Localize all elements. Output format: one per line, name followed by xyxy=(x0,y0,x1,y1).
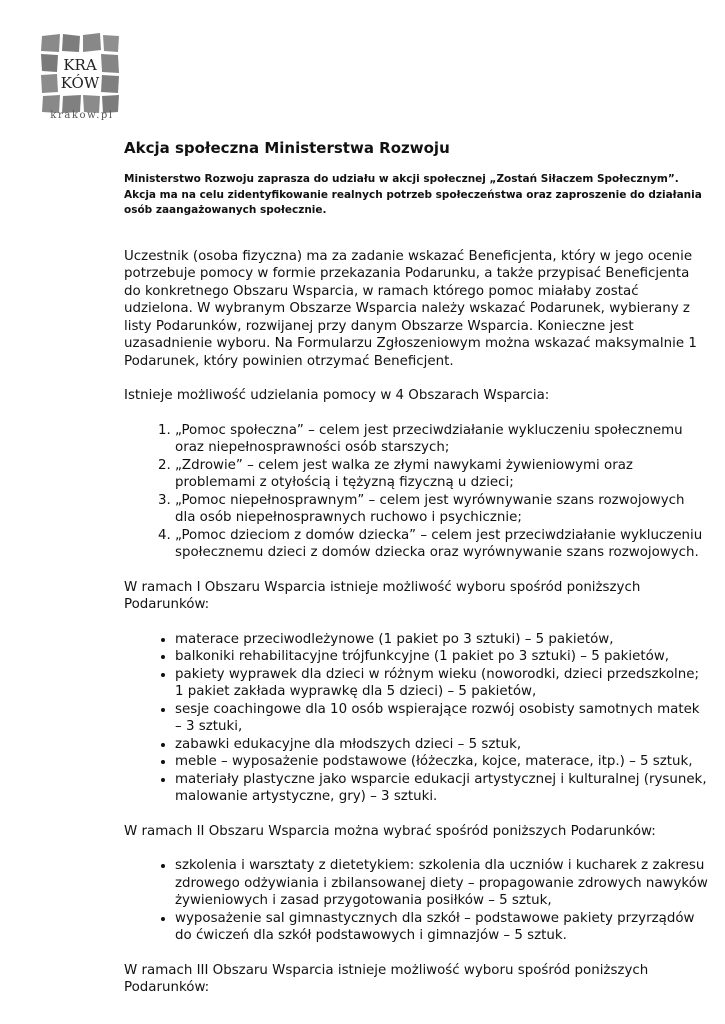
paragraph-area-2-gifts: W ramach II Obszaru Wsparcia można wybrać spośród poniższych Podarunków: xyxy=(124,823,656,839)
gift-item: • materace przeciwodleżynowe (1 pakiet po 3 sztuki) – 5 pakietów, xyxy=(175,631,708,649)
area-2-gifts-list xyxy=(124,857,708,945)
krakow-logo-mark xyxy=(38,30,122,116)
logo-text-bottom: KÓW xyxy=(60,74,100,92)
support-area-item: 1. „Pomoc społeczna” – celem jest przeciwdziałanie wykluczeniu społecznemu oraz niepełnosprawności osób starszych; xyxy=(175,422,708,457)
gift-item: • sesje coachingowe dla 10 osób wspierające rozwój osobisty samotnych matek – 3 sztuki, xyxy=(175,701,708,736)
support-area-item: 2. „Zdrowie” – celem jest walka ze złymi nawykami żywieniowymi oraz problemami z otyłością i tężyzną fizyczną u dzieci; xyxy=(175,457,708,492)
paragraph-areas-intro: Istnieje możliwość udzielania pomocy w 4 Obszarach Wsparcia: xyxy=(124,388,550,403)
support-area-item: 4. „Pomoc dzieciom z domów dziecka” – celem jest przeciwdziałanie wykluczeniu społecznemu dzieci z domów dziecka oraz wyrównywanie szans rozwojowych. xyxy=(175,527,708,562)
gift-item: • wyposażenie sal gimnastycznych dla szkół – podstawowe pakiety przyrządów do ćwiczeń dla szkół podstawowych i gimnazjów – 5 sztuk. xyxy=(175,910,708,945)
gift-item: • materiały plastyczne jako wsparcie edukacji artystycznej i kulturalnej (rysunek, malowanie artystyczne, gry) – 3 sztuki. xyxy=(175,771,708,806)
paragraph-participant: Uczestnik (osoba fizyczna) ma za zadanie wskazać Beneficjenta, który w jego ocenie potrzebuje pomocy w formie przekazania Podarunku, a także przypisać Beneficjenta do konkretnego Obszaru Wsparcia, w ramach którego pomoc miałaby zostać udzielona. W wybranym Obszarze Wsparcia należy wskazać Podarunek, wybierany z listy Podarunków, rozwijanej przy danym Obszarze Wsparcia. Konieczne jest uzasadnienie wyboru. Na Formularzu Zgłoszeniowym można wskazać maksymalnie 1 Podarunek, który powinien otrzymać Beneficjent. xyxy=(124,248,697,369)
gift-item: • szkolenia i warsztaty z dietetykiem: szkolenia dla uczniów i kucharek z zakresu zdrowego odżywiania i zbilansowanej diety – propagowanie zdrowych nawyków żywieniowych i zasad przygotowania posiłków – 5 sztuk, xyxy=(175,857,708,910)
gift-item: • pakiety wyprawek dla dzieci w różnym wieku (noworodki, dzieci przedszkolne; 1 pakiet zakłada wyprawkę dla 5 dzieci) – 5 pakietów, xyxy=(175,666,708,701)
document-body xyxy=(124,138,708,997)
page-title: Akcja społeczna Ministerstwa Rozwoju xyxy=(124,139,450,157)
area-1-gifts-list xyxy=(124,631,708,806)
paragraph-area-1-gifts: W ramach I Obszaru Wsparcia istnieje możliwość wyboru spośród poniższych Podarunków: xyxy=(124,579,641,612)
support-areas-list xyxy=(124,422,708,562)
logo-text-top: KRA xyxy=(63,56,97,74)
paragraph-area-3-gifts: W ramach III Obszaru Wsparcia istnieje możliwość wyboru spośród poniższych Podarunków: xyxy=(124,962,649,995)
logo-caption: krakow.pl xyxy=(50,110,114,121)
gift-item: • balkoniki rehabilitacyjne trójfunkcyjne (1 pakiet po 3 sztuki) – 5 pakietów, xyxy=(175,648,708,666)
gift-item: • meble – wyposażenie podstawowe (łóżeczka, kojce, materace, itp.) – 5 sztuk, xyxy=(175,753,708,771)
support-area-item: 3. „Pomoc niepełnosprawnym” – celem jest wyrównywanie szans rozwojowych dla osób niepełnosprawnych ruchowo i psychicznie; xyxy=(175,492,708,527)
intro-paragraph: Ministerstwo Rozwoju zaprasza do udziału w akcji społecznej „Zostań Siłaczem Społecznym”. Akcja ma na celu zidentyfikowanie realnych potrzeb społeczeństwa oraz zaproszenie do działania osób zaangażowanych społecznie. xyxy=(124,173,702,216)
gift-item: • zabawki edukacyjne dla młodszych dzieci – 5 sztuk, xyxy=(175,736,708,754)
